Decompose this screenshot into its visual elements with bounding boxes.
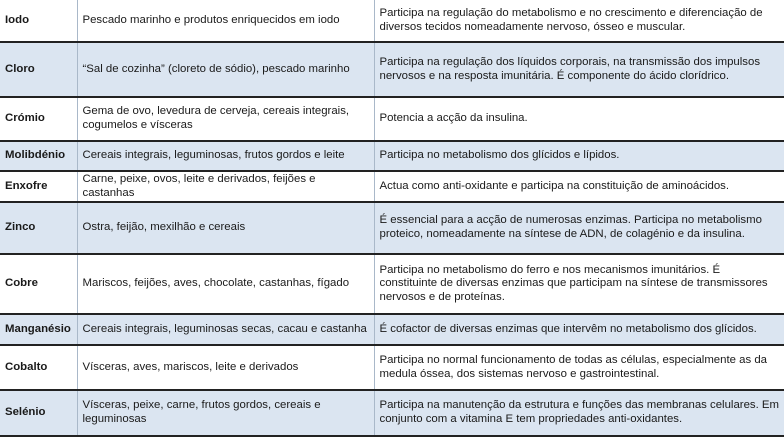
mineral-name: Enxofre [0,171,77,202]
mineral-name: Selénio [0,390,77,436]
mineral-function: Participa na manutenção da estrutura e funções das membranas celulares. Em conjunto com a vitamina E tem propriedades anti-oxidantes. [374,390,784,436]
mineral-function: Participa no metabolismo do ferro e nos mecanismos imunitários. É constituinte de diversas enzimas que participam na síntese de transmissores nervosos e de proteínas. [374,254,784,314]
table-row [0,0,784,42]
table-row [0,42,784,97]
mineral-name: Molibdénio [0,141,77,171]
table-row [0,345,784,390]
table-row [0,171,784,202]
food-sources: Pescado marinho e produtos enriquecidos em iodo [77,0,374,42]
food-sources: Gema de ovo, levedura de cerveja, cereais integrais, cogumelos e vísceras [77,97,374,141]
mineral-name: Crómio [0,97,77,141]
mineral-name: Manganésio [0,314,77,345]
food-sources: Cereais integrais, leguminosas, frutos gordos e leite [77,141,374,171]
mineral-name: Iodo [0,0,77,42]
food-sources: Mariscos, feijões, aves, chocolate, castanhas, fígado [77,254,374,314]
mineral-function: Actua como anti-oxidante e participa na constituição de aminoácidos. [374,171,784,202]
table-row [0,314,784,345]
mineral-function: Participa na regulação do metabolismo e no crescimento e diferenciação de diversos tecidos nomeadamente nervoso, ósseo e muscular. [374,0,784,42]
table-row [0,141,784,171]
mineral-function: É essencial para a acção de numerosas enzimas. Participa no metabolismo proteico, nomeadamente na síntese de ADN, de colagénio e da insulina. [374,202,784,254]
mineral-name: Zinco [0,202,77,254]
mineral-function: Participa na regulação dos líquidos corporais, na transmissão dos impulsos nervosos e na resposta imunitária. É componente do ácido clorídrico. [374,42,784,97]
mineral-name: Cobalto [0,345,77,390]
table-row [0,97,784,141]
mineral-function: Potencia a acção da insulina. [374,97,784,141]
mineral-function: É cofactor de diversas enzimas que intervêm no metabolismo dos glícidos. [374,314,784,345]
table-row [0,202,784,254]
mineral-function: Participa no normal funcionamento de todas as células, especialmente as da medula óssea, dos sistemas nervoso e gastrointestinal. [374,345,784,390]
food-sources: Carne, peixe, ovos, leite e derivados, feijões e castanhas [77,171,374,202]
table-row [0,390,784,436]
food-sources: “Sal de cozinha” (cloreto de sódio), pescado marinho [77,42,374,97]
food-sources: Vísceras, peixe, carne, frutos gordos, cereais e leguminosas [77,390,374,436]
mineral-name: Cobre [0,254,77,314]
mineral-function: Participa no metabolismo dos glícidos e lípidos. [374,141,784,171]
food-sources: Vísceras, aves, mariscos, leite e derivados [77,345,374,390]
mineral-name: Cloro [0,42,77,97]
food-sources: Ostra, feijão, mexilhão e cereais [77,202,374,254]
table-row [0,254,784,314]
food-sources: Cereais integrais, leguminosas secas, cacau e castanha [77,314,374,345]
